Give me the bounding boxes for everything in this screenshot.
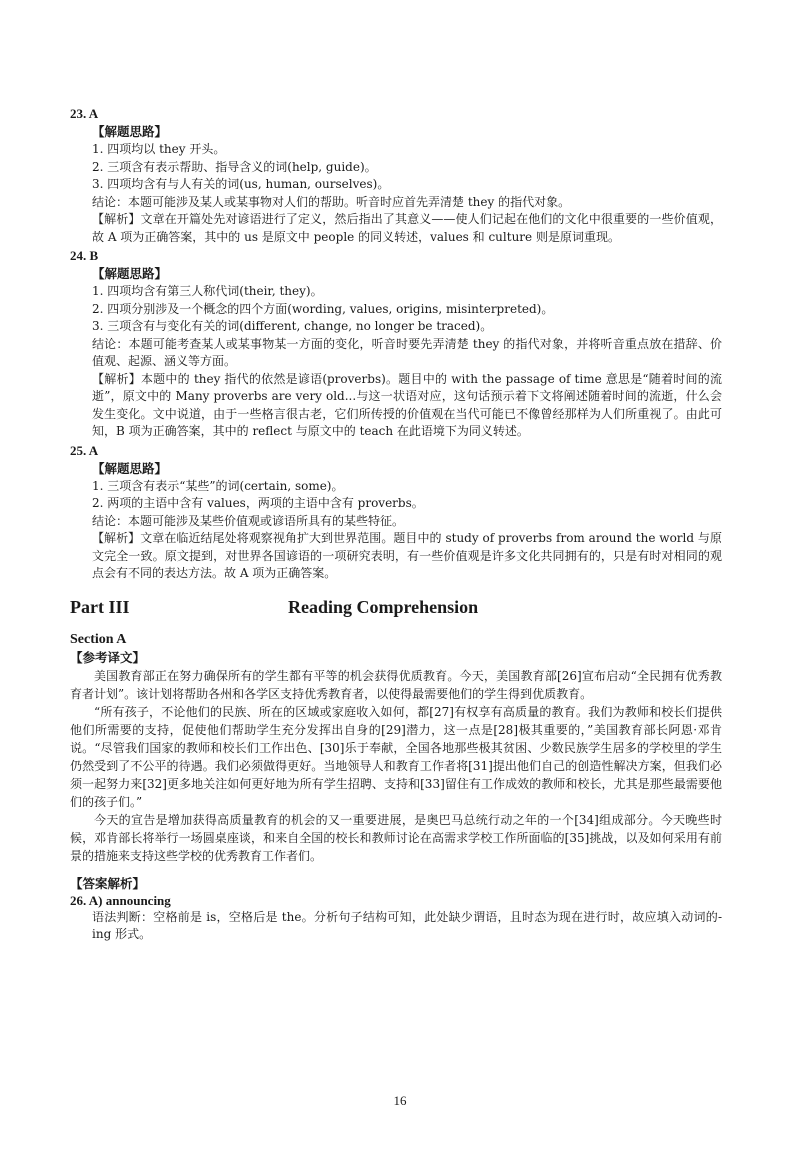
hint-line: 2. 四项分别涉及一个概念的四个方面(wording, values, origins, misinterpreted)。 — [92, 301, 554, 316]
question-26-answer: 26. A) announcing — [70, 892, 171, 908]
hint-conclusion: 结论：本题可能涉及某人或某事物对人们的帮助。听音时应首先弄清楚 they 的指代对象。 — [92, 194, 571, 209]
part-title: Reading Comprehension — [288, 596, 479, 617]
hint-heading: 【解题思路】 — [92, 266, 168, 281]
hint-line: 2. 两项的主语中含有 values，两项的主语中含有 proverbs。 — [92, 496, 424, 510]
hint-line: 1. 四项均含有第三人称代词(their, they)。 — [92, 284, 323, 298]
question-26-analysis: 语法判断：空格前是 is，空格后是 the。分析句子结构可知，此处缺少谓语，且时态为现在进行时，故应填入动词的-ing 形式。 — [92, 909, 722, 941]
translation-paragraph: “所有孩子，不论他们的民族、所在的区域或家庭收入如何，都[27]有权享有高质量的教育。我们为教师和校长们提供他们所需要的支持，促使他们帮助学生充分发挥出自身的[29]潜力，这一点是[28]极其重要的，”美国教育部长阿恩·邓肯说。“尽管我们国家的教师和校长们工作出色、[30]乐于奉献，全国各地那些极其贫困、少数民族学生居多的学校里的学生仍然受到了不公平的待遇。我们必须做得更好。当地领导人和教育工作者将[31]提出他们自己的创造性解决方案，但我们必须一起努力来[32]更多地关注如何更好地为所有学生招聘、支持和[33]留住有工作成效的教师和校长，尤其是那些最需要他们的孩子们。” — [70, 704, 722, 809]
question-number: 25. A — [70, 442, 99, 458]
question-body — [70, 265, 722, 441]
question-23 — [70, 106, 722, 246]
analysis-paragraph: 【解析】文章在开篇处先对谚语进行了定义，然后指出了其意义——使人们记起在他们的文化中很重要的一些价值观，故 A 项为正确答案，其中的 us 是原文中 people 的同义转述，values 和 culture 则是原词重现。 — [92, 212, 722, 244]
question-24 — [70, 248, 722, 441]
analysis-paragraph: 【解析】本题中的 they 指代的依然是谚语(proverbs)。题目中的 with the passage of time 意思是“随着时间的流逝”，原文中的 Many proverbs are very old...与这一状语对应，这句话预示着下文将阐述随着时间的流逝，什么会发生变化。文中说道，由于一些格言很古老，它们所传授的价值观在当代可能已不像曾经那样为人们所重视了。由此可知，B 项为正确答案，其中的 reflect 与原文中的 teach 在此语境下为同义转述。 — [92, 371, 722, 438]
hint-heading: 【解题思路】 — [92, 460, 168, 476]
hint-heading: 【解题思路】 — [92, 124, 168, 139]
question-number: 24. B — [70, 248, 99, 263]
question-number: 23. A — [70, 106, 99, 121]
hint-conclusion: 结论：本题可能考查某人或某事物某一方面的变化，听音时要先弄清楚 they 的指代对象，并将听音重点放在措辞、价值观、起源、涵义等方面。 — [92, 336, 722, 368]
hint-conclusion: 结论：本题可能涉及某些价值观或谚语所具有的某些特征。 — [92, 513, 405, 528]
part-header — [70, 597, 722, 623]
answer-analysis-heading: 【答案解析】 — [70, 875, 146, 891]
part-label: Part III — [70, 596, 130, 617]
hint-line: 3. 四项均含有与人有关的词(us, human, ourselves)。 — [92, 177, 390, 191]
translation-paragraph: 美国教育部正在努力确保所有的学生都有平等的机会获得优质教育。今天，美国教育部[26]宣布启动“全民拥有优秀教育者计划”。该计划将帮助各州和各学区支持优秀教育者，以使得最需要他们的学生得到优质教育。 — [70, 668, 722, 701]
translation-paragraph: 今天的宣告是增加获得高质量教育的机会的又一重要进展，是奥巴马总统行动之年的一个[34]组成部分。今天晚些时候，邓肯部长将举行一场圆桌座谈，和来自全国的校长和教师讨论在高需求学校工作所面临的[35]挑战，以及如何采用有前景的措施来支持这些学校的优秀教育工作者们。 — [70, 812, 722, 863]
question-25 — [70, 443, 722, 583]
hint-line: 3. 三项含有与变化有关的词(different, change, no longer be traced)。 — [92, 319, 493, 333]
section-heading: Section A — [70, 631, 127, 647]
question-body — [70, 460, 722, 583]
page-number: 16 — [393, 1093, 407, 1108]
question-body — [70, 123, 722, 246]
hint-line: 2. 三项含有表示帮助、指导含义的词(help, guide)。 — [92, 159, 377, 174]
page-content — [70, 104, 722, 944]
translation-heading: 【参考译文】 — [70, 649, 146, 665]
hint-line: 1. 四项均以 they 开头。 — [92, 142, 226, 156]
analysis-paragraph: 【解析】文章在临近结尾处将观察视角扩大到世界范围。题目中的 study of proverbs from around the world 与原文完全一致。原文提到，对世界各国谚语的一项研究表明，有一些价值观是许多文化共同拥有的，只是有时对相同的观点会有不同的表达方法。故 A 项为正确答案。 — [92, 531, 722, 580]
hint-line: 1. 三项含有表示“某些”的词(certain, some)。 — [92, 478, 344, 493]
